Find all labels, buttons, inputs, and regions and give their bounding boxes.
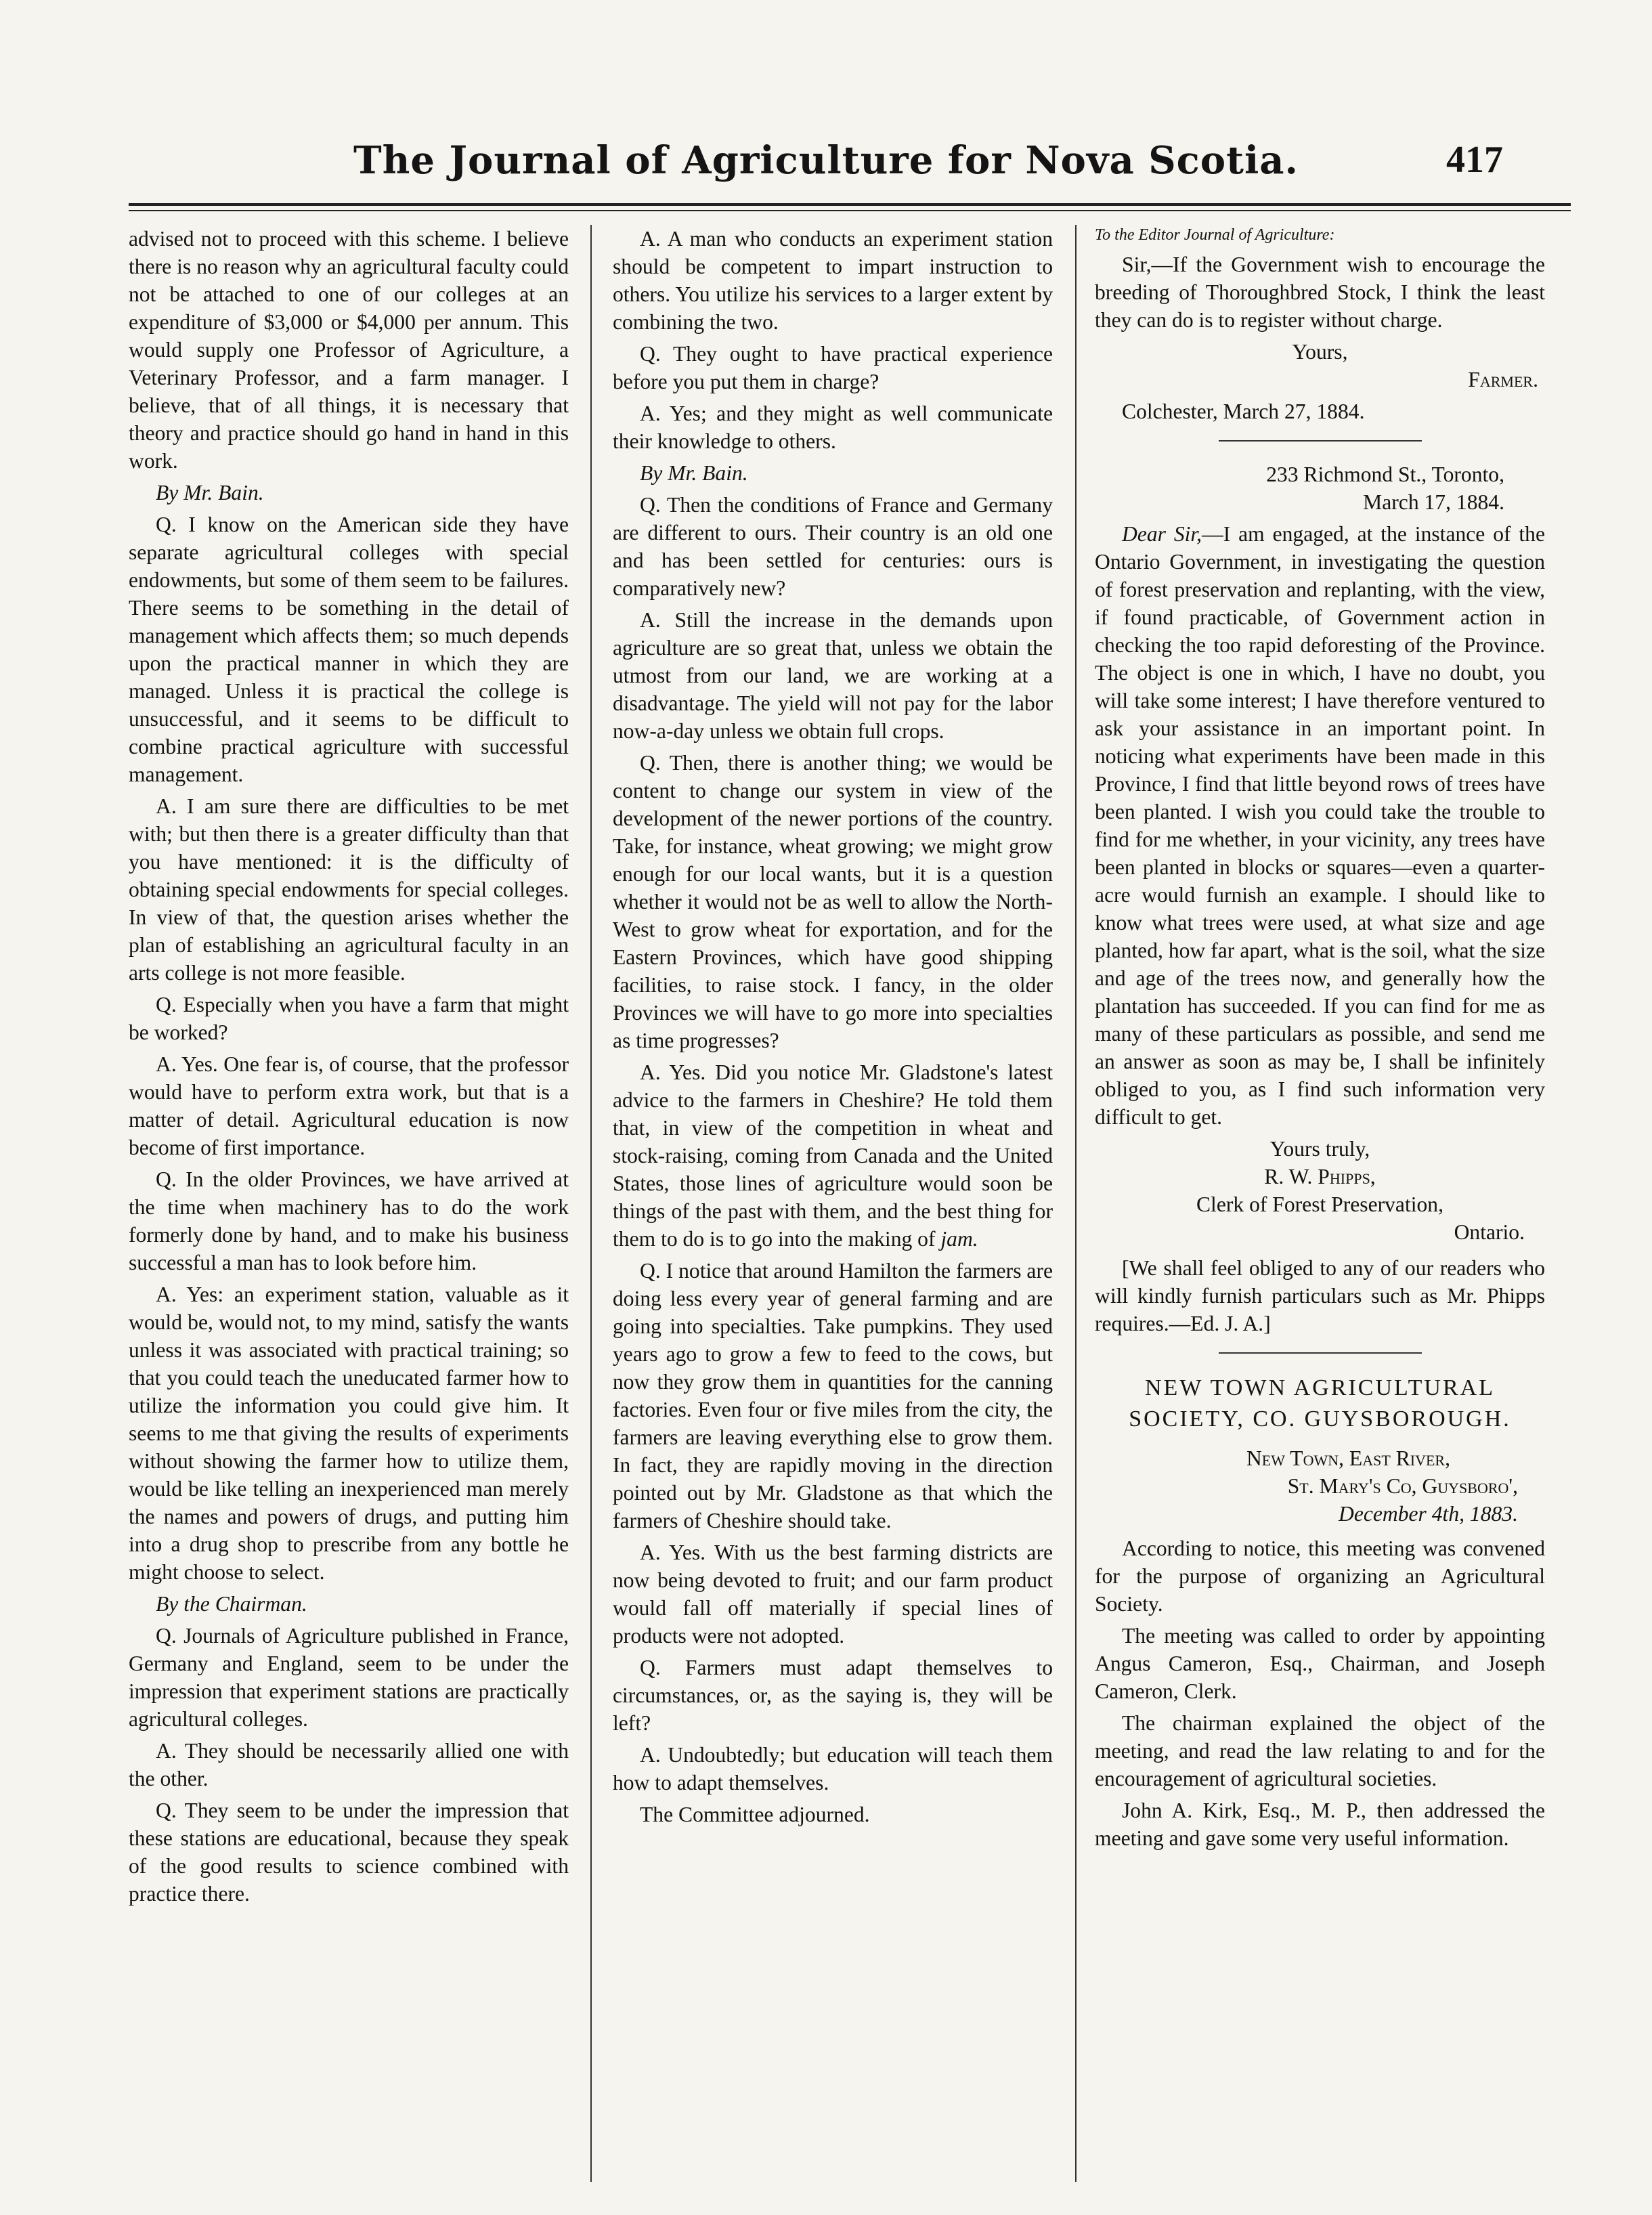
place-date: December 4th, 1883. xyxy=(1339,1502,1518,1526)
letter-heading: To the Editor Journal of Agriculture: xyxy=(1095,226,1335,244)
salutation: Dear Sir, xyxy=(1122,522,1202,546)
paragraph: A. They should be necessarily allied one with the other. xyxy=(129,1739,569,1790)
paragraph: advised not to proceed with this scheme. I believe there is no reason why an agricultural faculty could not be attached to one of our colleges at an expenditure of $3,000 or $4,000 per annum. This would supply one Professor of Agriculture, a Veterinary Professor, and a farm manager. I believe, that of all things, it is necessary that theory and practice should go hand in hand in this work. xyxy=(129,227,569,473)
paragraph: A. Yes; and they might as well communicate their knowledge to others. xyxy=(613,402,1053,453)
signature: Farmer. xyxy=(1468,368,1538,391)
column-1 xyxy=(129,225,569,2182)
paragraph: A. Yes. One fear is, of course, that the professor would have to perform extra work, but that is a matter of detail. Agricultural education is now become of first importance. xyxy=(129,1052,569,1159)
paragraph: According to notice, this meeting was convened for the purpose of organizing an Agricultural Society. xyxy=(1095,1536,1545,1616)
column-divider xyxy=(590,225,592,2182)
address-line: 233 Richmond St., Toronto, xyxy=(1266,463,1504,486)
journal-title: The Journal of Agriculture for Nova Scotia. xyxy=(353,138,1299,183)
paragraph: A. I am sure there are difficulties to be met with; but then there is a greater difficulty than that you have mentioned: it is the difficulty of obtaining special endowments for special colleges. In view of that, the question arises whether the plan of establishing an agricultural faculty in an arts college is not more feasible. xyxy=(129,794,569,985)
speaker-heading: By Mr. Bain. xyxy=(156,481,264,504)
paragraph: Q. Journals of Agriculture published in France, Germany and England, seem to be under the impression that experiment stations are practically agricultural colleges. xyxy=(129,1624,569,1731)
signature-title: Clerk of Forest Preservation, xyxy=(1196,1192,1443,1216)
letter-body: Sir,—If the Government wish to encourage the breeding of Thoroughbred Stock, I think the least they can do is to register without charge. xyxy=(1095,253,1545,332)
column-divider xyxy=(1075,225,1077,2182)
dateline: Colchester, March 27, 1884. xyxy=(1122,400,1365,423)
paragraph: The chairman explained the object of the meeting, and read the law relating to and for the encouragement of agricultural societies. xyxy=(1095,1711,1545,1790)
paragraph: Q. Then, there is another thing; we would be content to change our system in view of the development of the newer portions of the country. Take, for instance, wheat growing; we might grow enough for our local wants, but it is a question whether it would not be as well to allow the North-West to grow wheat for exportation, and for the Eastern Provinces, which have good shipping facilities, to raise stock. I fancy, in the older Provinces we will have to go more into specialties as time progresses? xyxy=(613,751,1053,1052)
paragraph: Q. Especially when you have a farm that might be worked? xyxy=(129,993,569,1044)
paragraph-text: A. Yes. Did you notice Mr. Gladstone's latest advice to the farmers in Cheshire? He told them that, in view of the competition in wheat and stock-raising, coming from Canada and the United States, those lines of agriculture would soon be things of the past with them, and the best thing for them to do is to go into the making of xyxy=(613,1060,1053,1251)
section-heading: NEW TOWN AGRICULTURAL SOCIETY, CO. GUYSBOROUGH. xyxy=(1129,1375,1511,1432)
closing: Yours, xyxy=(1292,340,1348,364)
paragraph: Q. They seem to be under the impression that these stations are educational, because they speak of the good results to science combined with practice there. xyxy=(129,1799,569,1906)
letter-text: —I am engaged, at the instance of the Ontario Government, in investigating the question of forest preservation and replanting, with the view, if found practicable, of Government action in checking the too rapid deforesting of the Province. The object is one in which, I have no doubt, you will take some interest; I have therefore ventured to ask your assistance in an important point. In noticing what experiments have been made in this Province, I find that little beyond rows of trees have been planted. I wish you could take the trouble to find for me whether, in your vicinity, any trees have been planted in blocks or squares—even a quarter-acre would furnish an example. I should like to know what trees were used, at what size and age planted, how far apart, what is the soil, what the size and age of the trees now, and generally how the plantation has succeeded. If you can find for me as many of these particulars as possible, and send me an answer as soon as may be, I shall be infinitely obliged to you, as I find such information very difficult to get. xyxy=(1095,522,1545,1129)
paragraph: Q. I notice that around Hamilton the farmers are doing less every year of general farming and are going into specialties. Take pumpkins. They used years ago to grow a few to feed to the cows, but now they grow them in quantities for the canning factories. Even four or five miles from the city, the farmers are leaving everything else to grow them. In fact, they are rapidly moving in the direction pointed out by Mr. Gladstone as that which the farmers of Cheshire should take. xyxy=(613,1259,1053,1532)
paragraph: A. A man who conducts an experiment station should be competent to impart instruction to others. You utilize his services to a larger extent by combining the two. xyxy=(613,227,1053,334)
closing: Yours truly, xyxy=(1269,1137,1370,1161)
signature-name: R. W. Phipps, xyxy=(1264,1165,1376,1188)
paragraph: A. Yes. With us the best farming districts are now being devoted to fruit; and our farm product would fall off materially if special lines of products were not adopted. xyxy=(613,1541,1053,1648)
paragraph: Q. In the older Provinces, we have arrived at the time when machinery has to do the work formerly done by hand, and to make his business successful a man has to look before him. xyxy=(129,1167,569,1274)
column-2 xyxy=(613,225,1053,2182)
italic-word: jam. xyxy=(940,1227,978,1251)
paragraph: Q. They ought to have practical experience before you put them in charge? xyxy=(613,342,1053,393)
section-divider xyxy=(1219,440,1422,442)
paragraph xyxy=(613,1058,1053,1253)
masthead xyxy=(129,133,1523,194)
paragraph: A. Still the increase in the demands upon agriculture are so great that, unless we obtain the utmost from our land, we are working at a disadvantage. The yield will not pay for the labor now-a-day unless we obtain full crops. xyxy=(613,608,1053,743)
header-rule-thin xyxy=(129,210,1571,211)
place-line: St. Mary's Co, Guysboro', xyxy=(1287,1474,1518,1498)
section-divider xyxy=(1219,1352,1422,1354)
letter-body xyxy=(1095,520,1545,1131)
signature-place: Ontario. xyxy=(1454,1220,1525,1244)
paragraph: Q. Farmers must adapt themselves to circumstances, or, as the saying is, they will be left? xyxy=(613,1656,1053,1735)
column-3 xyxy=(1095,225,1545,2182)
place-line: New Town, East River, xyxy=(1246,1446,1450,1470)
paragraph: The Committee adjourned. xyxy=(640,1803,870,1826)
header-rule xyxy=(129,203,1571,206)
editor-note: [We shall feel obliged to any of our readers who will kindly furnish particulars such as Mr. Phipps requires.—Ed. J. A.] xyxy=(1095,1256,1545,1335)
speaker-heading: By Mr. Bain. xyxy=(640,461,748,485)
paragraph: Q. I know on the American side they have separate agricultural colleges with special endowments, but some of them seem to be failures. There seems to be something in the detail of management which affects them; so much depends upon the practical manner in which they are managed. Unless it is practical the college is unsuccessful, and it seems to be difficult to combine practical agriculture with successful management. xyxy=(129,513,569,786)
address-line: March 17, 1884. xyxy=(1363,490,1504,514)
paragraph: A. Yes: an experiment station, valuable as it would be, would not, to my mind, satisfy the wants unless it was associated with practical training; so that you could teach the uneducated farmer how to utilize the information you could give him. It seems to me that giving the results of experiments without showing the farmer how to utilize them, would be like telling an inexperienced man merely the names and powers of drugs, and putting him into a drug shop to prescribe from any bottle he might choose to select. xyxy=(129,1283,569,1584)
paragraph: Q. Then the conditions of France and Germany are different to ours. Their country is an old one and has been settled for centuries: ours is comparatively new? xyxy=(613,493,1053,600)
paragraph: John A. Kirk, Esq., M. P., then addressed the meeting and gave some very useful information. xyxy=(1095,1799,1545,1850)
page-number: 417 xyxy=(1446,139,1503,181)
paragraph: A. Undoubtedly; but education will teach them how to adapt themselves. xyxy=(613,1743,1053,1794)
paragraph: The meeting was called to order by appointing Angus Cameron, Esq., Chairman, and Joseph Cameron, Clerk. xyxy=(1095,1624,1545,1703)
speaker-heading: By the Chairman. xyxy=(156,1592,307,1616)
